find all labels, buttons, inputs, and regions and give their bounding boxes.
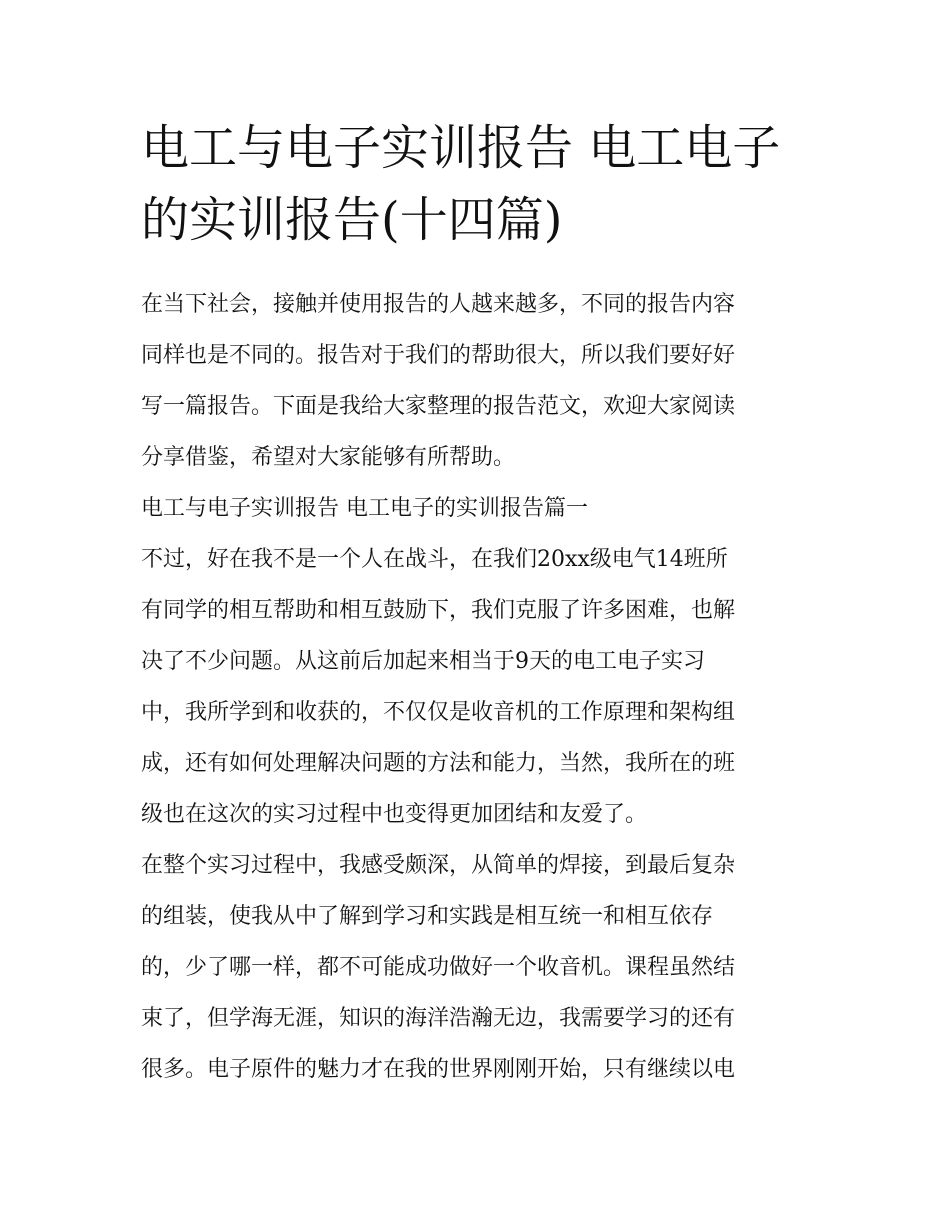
title-line-2: 的实训报告(十四篇)	[141, 192, 563, 248]
paragraph-line: 在整个实习过程中，我感受颇深，从简单的焊接，到最后复杂	[141, 853, 736, 878]
paragraph-line: 很多。电子原件的魅力才在我的世界刚刚开始，只有继续以电	[141, 1057, 736, 1082]
intro-paragraph	[141, 279, 813, 483]
body-paragraph-1	[141, 534, 813, 840]
paragraph-line: 束了，但学海无涯，知识的海洋浩瀚无边，我需要学习的还有	[141, 1006, 736, 1031]
paragraph-line: 的组装，使我从中了解到学习和实践是相互统一和相互依存	[141, 904, 714, 929]
paragraph-line: 写一篇报告。下面是我给大家整理的报告范文，欢迎大家阅读	[141, 394, 736, 419]
body-paragraph-2	[141, 840, 813, 1095]
section-heading	[141, 483, 813, 534]
paragraph-line: 同样也是不同的。报告对于我们的帮助很大，所以我们要好好	[141, 343, 736, 368]
paragraph-line: 有同学的相互帮助和相互鼓励下，我们克服了许多困难，也解	[141, 598, 736, 623]
paragraph-line: 中，我所学到和收获的，不仅仅是收音机的工作原理和架构组	[141, 700, 736, 725]
paragraph-line: 决了不少问题。从这前后加起来相当于9天的电工电子实习	[141, 649, 705, 674]
paragraph-line: 的，少了哪一样，都不可能成功做好一个收音机。课程虽然结	[141, 955, 736, 980]
document-content	[141, 112, 813, 1095]
title-line-1: 电工与电子实训报告 电工电子	[141, 120, 781, 176]
paragraph-line: 级也在这次的实习过程中也变得更加团结和友爱了。	[141, 802, 648, 827]
paragraph-line: 分享借鉴，希望对大家能够有所帮助。	[141, 445, 516, 470]
paragraph-line: 成，还有如何处理解决问题的方法和能力，当然，我所在的班	[141, 751, 736, 776]
paragraph-line: 不过，好在我不是一个人在战斗，在我们20xx级电气14班所	[141, 547, 728, 572]
paragraph-line: 在当下社会，接触并使用报告的人越来越多，不同的报告内容	[141, 292, 736, 317]
section-heading-line: 电工与电子实训报告 电工电子的实训报告篇一	[141, 496, 588, 521]
document-title	[141, 112, 813, 256]
